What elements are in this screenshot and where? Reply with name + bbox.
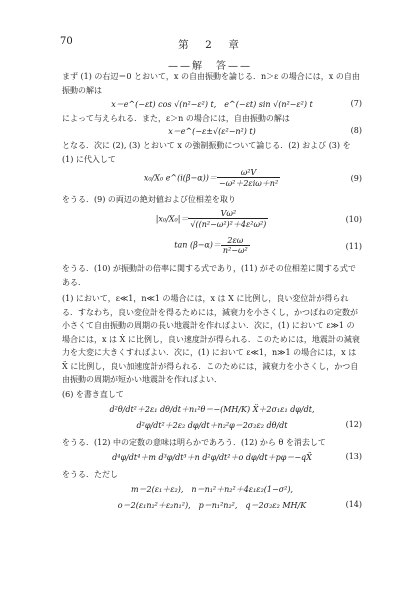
paragraph-1: まず (1) の右辺＝0 とおいて，x の自由振動を論じる．n＞ε の場合には，x の自由振動の解は [62, 72, 360, 95]
equation-11-body [62, 236, 362, 255]
equation-14b [62, 500, 362, 514]
paragraph-7: (6) を書き直して [62, 390, 124, 399]
paragraph-6: (1) において，ε≪1，n≪1 の場合には，x は X に比例し，良い変位計が得られる．すなわち，良い変位計を得るためには，減衰力を小さくし，かつばねの定数が小さくて自由振動の周期の長い地震計を作ればよい．次に，(1) において ε≫1 の場合には，x は Ẋ に比例し，良い速度計が得られる．このためには，地震計の減衰力を大変に大きくすればよい．次に，(1) において ε≪1，n≫1 の場合には，x は Ẍ に比例し，良い加速度計が得られる．このためには，減衰力を小さくし，かつ自由振動の周期が短かい地震計を作ればよい． [62, 294, 360, 384]
equation-14a [62, 484, 362, 498]
section-title: ——解 答—— [168, 61, 252, 72]
equation-13 [62, 452, 362, 466]
equation-10-body [62, 209, 362, 230]
equation-7 [62, 99, 362, 113]
equation-11-number: (11) [345, 242, 362, 251]
equation-10-number: (10) [345, 215, 362, 224]
equation-9-number: (9) [350, 174, 362, 183]
paragraph-2: によって与えられる．また，ε＞n の場合には，自由振動の解は [62, 114, 290, 123]
equation-12b [62, 420, 362, 434]
equation-11-left: tan (β−α)＝ [174, 240, 221, 250]
equation-9-fraction [217, 168, 280, 189]
equation-12-number: (12) [345, 420, 362, 429]
equation-9-left: x₀/X₀ e^(i(β−α)) [143, 173, 209, 183]
chapter-heading: 第 2 章 [178, 39, 242, 51]
equation-12a [62, 404, 362, 418]
equation-11-fraction [221, 236, 250, 255]
equation-11 [62, 234, 362, 258]
equation-8-number: (8) [350, 126, 362, 135]
equation-10-numerator: Vω² [188, 209, 268, 219]
equation-10-denominator: √((n²−ω²)²＋4ε²ω²) [190, 220, 267, 229]
page-number: 70 [60, 36, 73, 47]
equation-12b-body: d²φ/dt²＋2ε₂ dφ/dt＋n₂²φ＝2σ₂ε₂ dθ/dt [136, 421, 288, 430]
paragraph-9: をうる．ただし [62, 470, 118, 479]
equation-8-body: x＝e^(−ε±√(ε²−n²) t) [168, 127, 256, 136]
paragraph-8: をうる．(12) 中の定数の意味は明らかであろう．(12) から θ を消去して [62, 438, 326, 447]
equation-9-numerator: ω²V [217, 168, 280, 178]
equation-7-number: (7) [350, 99, 362, 108]
equation-8 [62, 126, 362, 140]
equation-14b-body: o＝2(ε₁n₂²＋ε₂n₁²), p＝n₁²n₂², q＝2σ₂ε₂ MH/K [117, 501, 307, 510]
paragraph-5: をうる．(10) が振動計の倍率に関する式であり，(11) がその位相差に関する式である． [62, 264, 356, 287]
equation-13-number: (13) [345, 452, 362, 461]
equation-10-fraction [188, 209, 268, 230]
equation-11-numerator: 2εω [221, 236, 250, 246]
equation-11-denominator: n²−ω² [222, 246, 248, 255]
equation-10 [62, 207, 362, 231]
equation-9 [62, 166, 362, 190]
equation-13-body: d⁴φ/dt⁴＋m d³φ/dt³＋n d²φ/dt²＋o dφ/dt＋pφ＝−qẌ [112, 453, 312, 462]
equation-9-denominator: −ω²＋2εiω＋n² [218, 179, 279, 188]
equation-14-number: (14) [345, 500, 362, 509]
paragraph-3: となる．次に (2), (3) とおいて x の強制振動について論じる．(2) および (3) を (1) に代入して [62, 141, 351, 164]
paragraph-4: をうる．(9) の両辺の絶対値および位相差を取り [62, 195, 236, 204]
equation-14a-body: m＝2(ε₁＋ε₂), n＝n₁²＋n₂²＋4ε₁ε₂(1−σ²), [130, 485, 294, 494]
equation-10-left: |x₀/X₀|＝ [155, 214, 189, 224]
equation-9-body: x₀/X₀ e^(i(β−α))＝ $\frac{\text{ω²V}}{\text{−ω²＋2εiω＋n²}}$ [143, 168, 279, 188]
equation-12a-body: d²θ/dt²＋2ε₁ dθ/dt＋n₁²θ＝−(MH/K) Ẍ＋2σ₁ε₁ dφ/dt, [109, 405, 315, 414]
equation-7-body: x＝e^(−εt) cos √(n²−ε²) t, e^(−εt) sin √(n²−ε²) t [111, 100, 313, 109]
